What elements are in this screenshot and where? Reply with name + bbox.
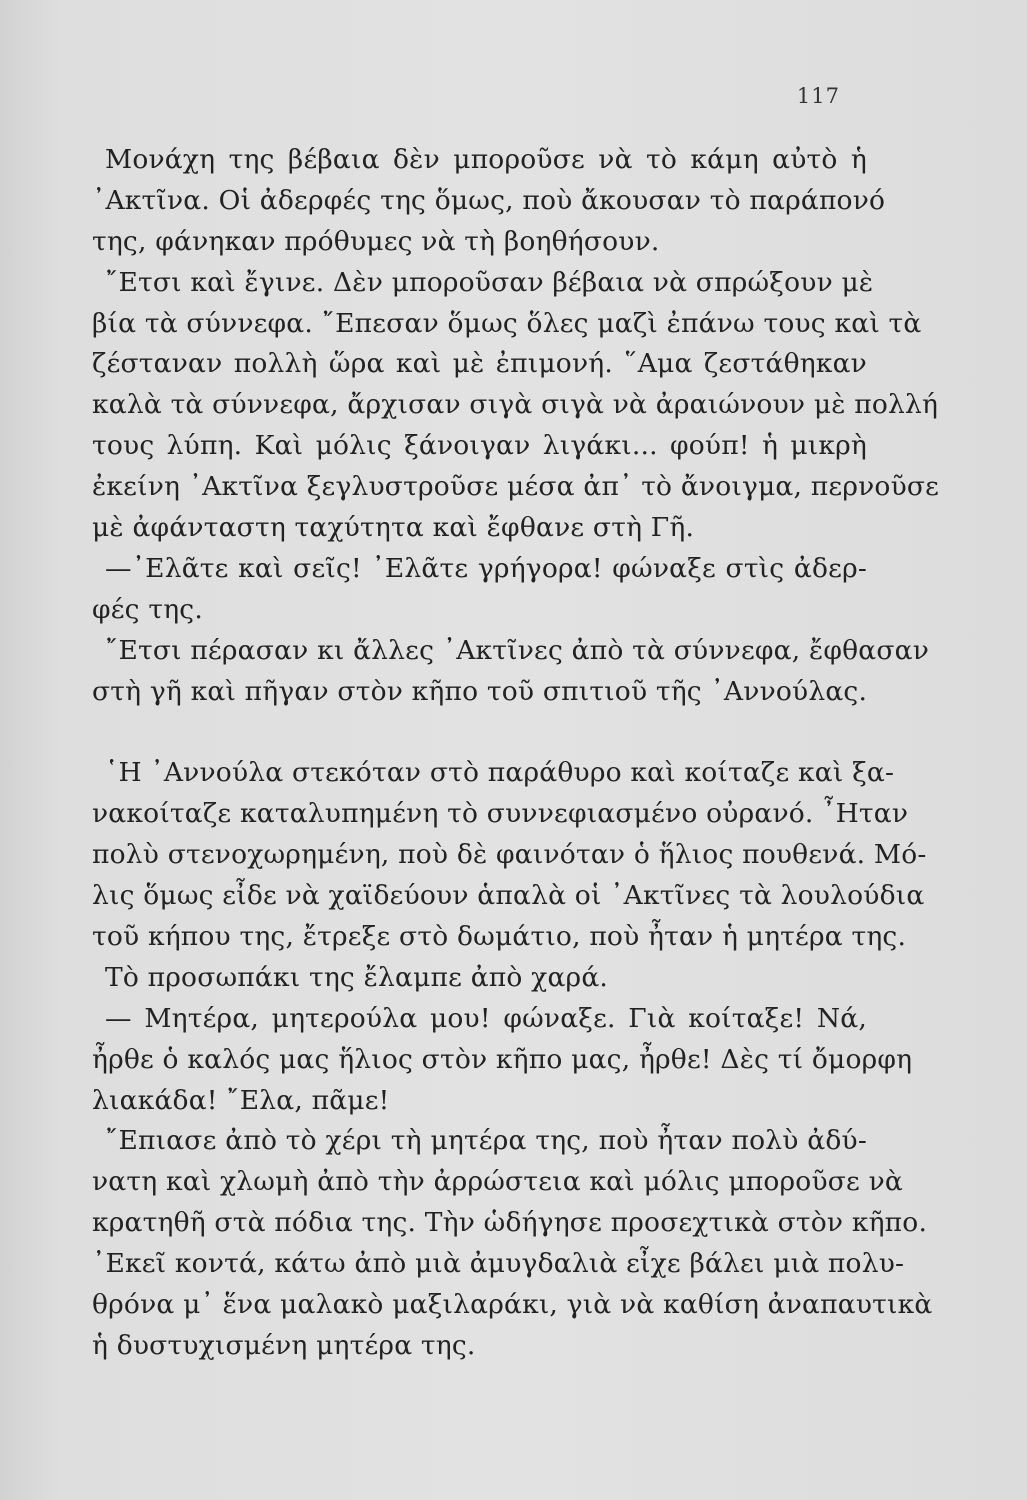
- text-line: ἦρθε ὁ καλός μας ἥλιος στὸν κῆπο μας, ἦρθε! Δὲς τί ὄμορφη: [92, 1043, 913, 1075]
- text-line: λις ὅμως εἶδε νὰ χαϊδεύουν ἁπαλὰ οἱ ᾿Ακτῖνες τὰ λουλούδια: [92, 880, 925, 912]
- text-line: θρόνα μ᾿ ἕνα μαλακὸ μαξιλαράκι, γιὰ νὰ καθίση ἀναπαυτικὰ: [92, 1289, 933, 1321]
- text-line: — Μητέρα, μητερούλα μου! φώναξε. Γιὰ κοίταξε! Νά,: [105, 1002, 867, 1034]
- text-line: νατη καὶ χλωμὴ ἀπὸ τὴν ἀρρώστεια καὶ μόλις μποροῦσε νὰ: [92, 1166, 904, 1198]
- text-line: κρατηθῆ στὰ πόδια της. Τὴν ὡδήγησε προσεχτικὰ στὸν κῆπο.: [92, 1207, 928, 1239]
- text-line: ῎Ετσι καὶ ἔγινε. Δὲν μποροῦσαν βέβαια νὰ σπρώξουν μὲ: [105, 266, 874, 298]
- text-line: ᾿Ακτῖνα. Οἱ ἀδερφές της ὅμως, ποὺ ἄκουσαν τὸ παράπονό: [92, 184, 886, 216]
- text-line: καλὰ τὰ σύννεφα, ἄρχισαν σιγὰ σιγὰ νὰ ἀραιώνουν μὲ πολλή: [92, 389, 939, 421]
- text-line: πολὺ στενοχωρημένη, ποὺ δὲ φαινόταν ὁ ἥλιος πουθενά. Μό-: [92, 839, 927, 871]
- text-line: ᾿Εκεῖ κοντά, κάτω ἀπὸ μιὰ ἀμυγδαλιὰ εἶχε βάλει μιὰ πολυ-: [92, 1248, 905, 1280]
- text-line: λιακάδα! ῎Ελα, πᾶμε!: [92, 1084, 390, 1116]
- text-line: ῎Επιασε ἀπὸ τὸ χέρι τὴ μητέρα της, ποὺ ἦταν πολὺ ἀδύ-: [105, 1125, 867, 1157]
- text-line: —᾿Ελᾶτε καὶ σεῖς! ᾿Ελᾶτε γρήγορα! φώναξε στὶς ἀδερ-: [105, 552, 867, 584]
- text-line: στὴ γῆ καὶ πῆγαν στὸν κῆπο τοῦ σπιτιοῦ τῆς ᾿Αννούλας.: [92, 675, 868, 707]
- text-line: μὲ ἀφάνταστη ταχύτητα καὶ ἔφθανε στὴ Γῆ.: [92, 512, 695, 544]
- text-line: βία τὰ σύννεφα. ῎Επεσαν ὅμως ὅλες μαζὶ ἐπάνω τους καὶ τὰ: [92, 307, 922, 339]
- text-line: ῾Η ᾿Αννούλα στεκόταν στὸ παράθυρο καὶ κοίταζε καὶ ξα-: [105, 757, 895, 789]
- text-line: Μονάχη της βέβαια δὲν μποροῦσε νὰ τὸ κάμη αὐτὸ ἡ: [105, 144, 867, 175]
- text-line: ἡ δυστυχισμένη μητέρα της.: [92, 1329, 476, 1361]
- text-line: ζέσταναν πολλὴ ὥρα καὶ μὲ ἐπιμονή. ῞Αμα ζεστάθηκαν: [92, 348, 867, 380]
- text-line: τους λύπη. Καὶ μόλις ξάνοιγαν λιγάκι... φούπ! ἡ μικρὴ: [92, 430, 867, 462]
- text-line: της, φάνηκαν πρόθυμες νὰ τὴ βοηθήσουν.: [92, 225, 660, 257]
- text-line: ἐκείνη ᾿Ακτῖνα ξεγλυστροῦσε μέσα ἀπ᾿ τὸ ἄνοιγμα, περνοῦσε: [92, 471, 940, 503]
- text-line: Τὸ προσωπάκι της ἔλαμπε ἀπὸ χαρά.: [105, 961, 609, 993]
- section-break: [92, 712, 867, 753]
- text-line: τοῦ κήπου της, ἔτρεξε στὸ δωμάτιο, ποὺ ἦταν ἡ μητέρα της.: [92, 921, 907, 953]
- text-line: νακοίταζε καταλυπημένη τὸ συννεφιασμένο οὐρανό. ῏Ηταν: [92, 798, 909, 830]
- text-line: φές της.: [92, 593, 203, 625]
- page-number: 117: [796, 84, 840, 108]
- body-text: [92, 140, 940, 1367]
- text-line: ῎Ετσι πέρασαν κι ἄλλες ᾿Ακτῖνες ἀπὸ τὰ σύννεφα, ἔφθασαν: [105, 634, 930, 666]
